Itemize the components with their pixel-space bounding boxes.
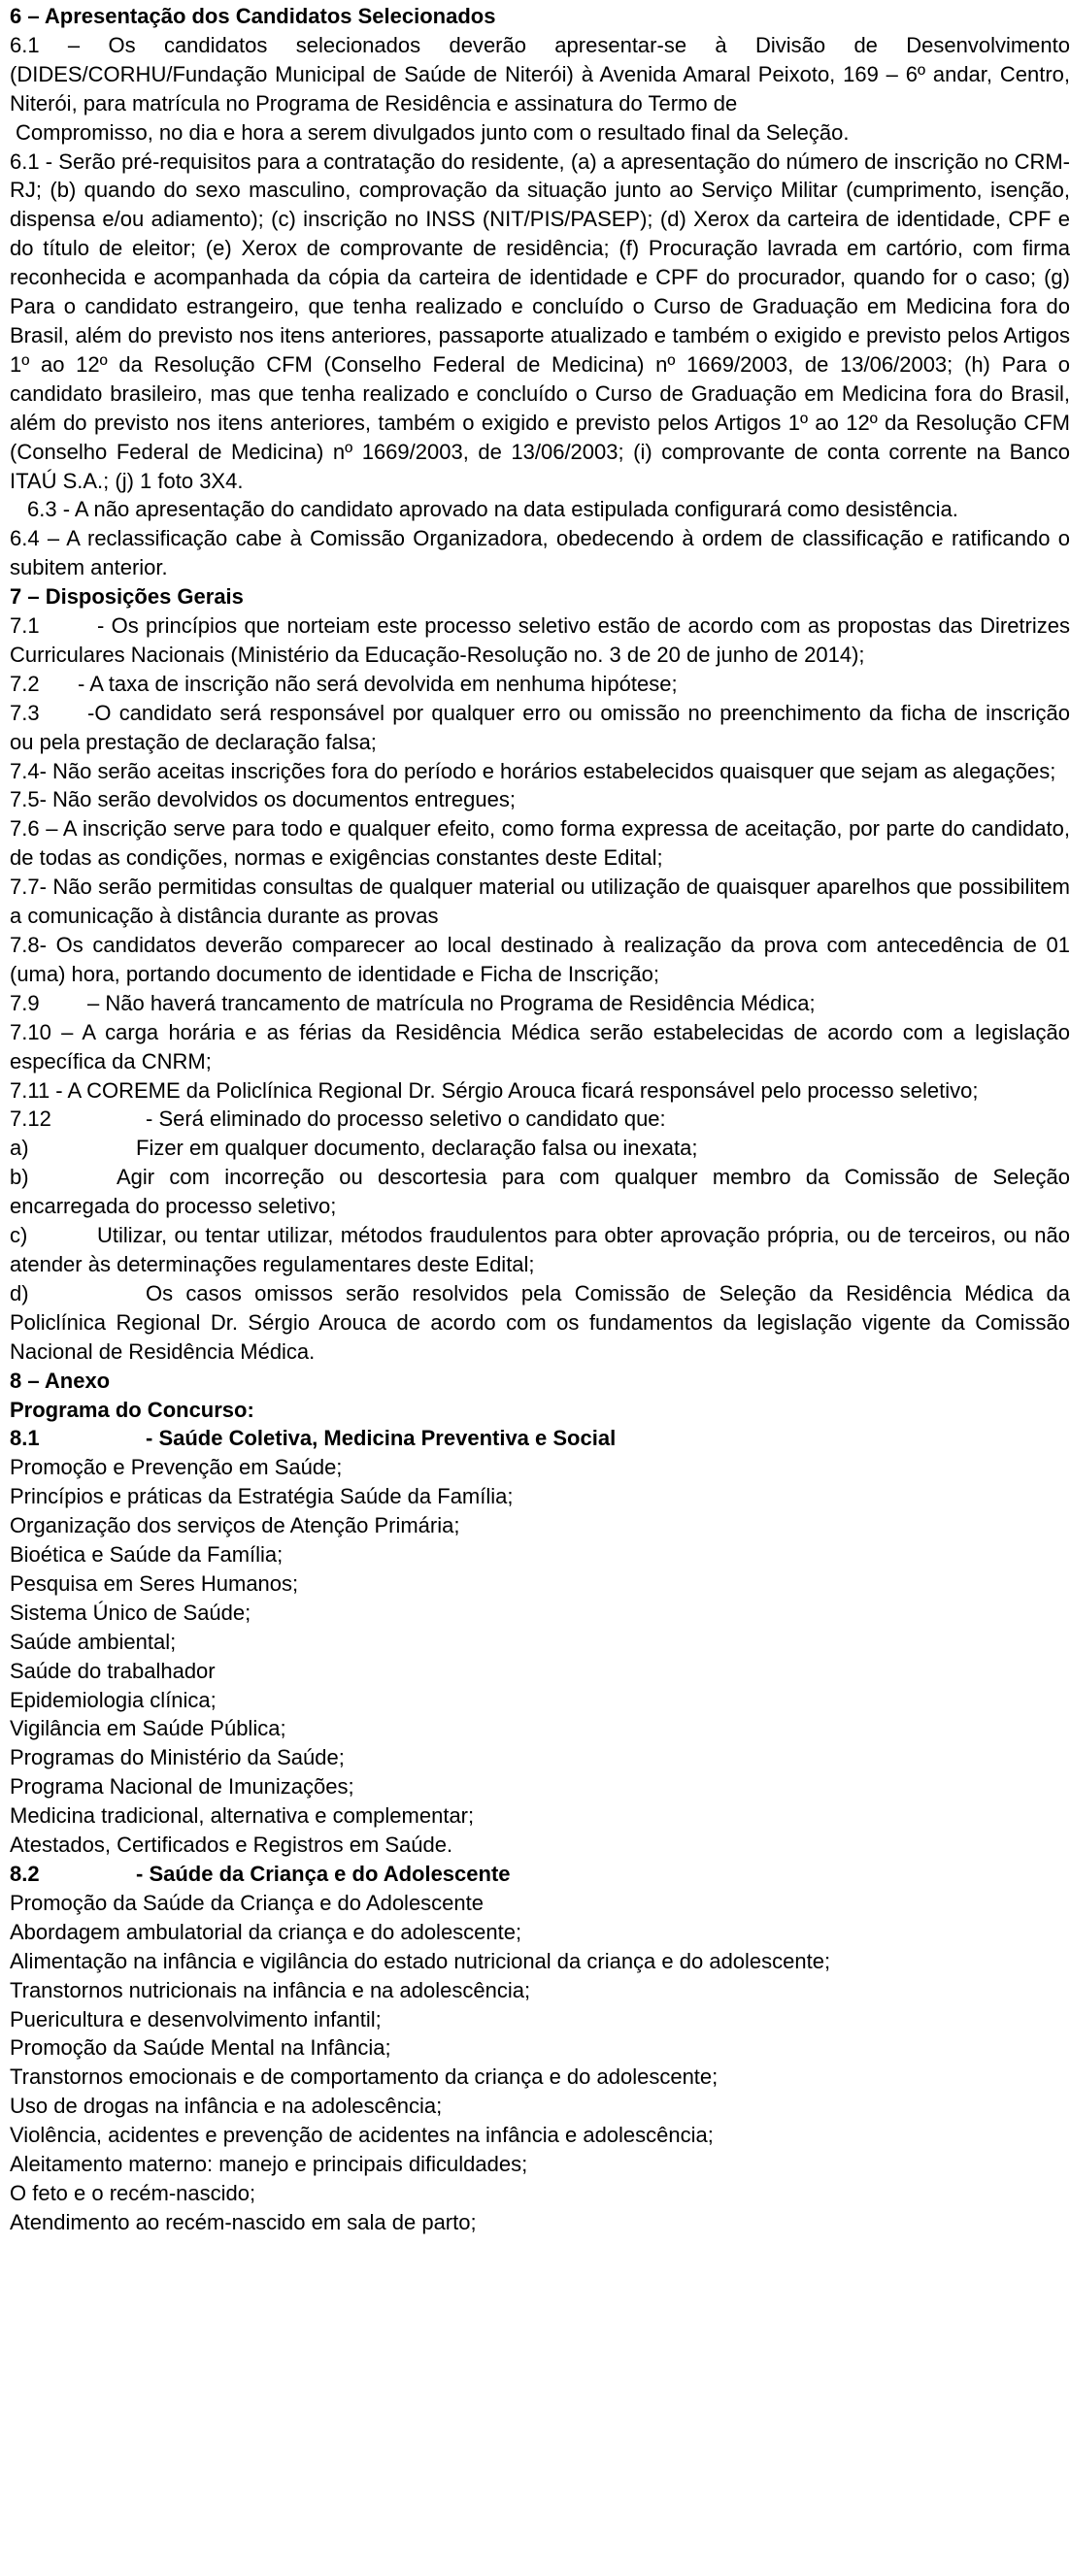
- paragraph-7-9: [10, 989, 1070, 1018]
- paragraph-7-6: 7.6 – A inscrição serve para todo e qualquer efeito, como forma expressa de aceitação, por parte do candidato, de todas as condições, normas e exigências constantes deste Edital;: [10, 816, 1070, 871]
- subsection-title: - Saúde Coletiva, Medicina Preventiva e Social: [146, 1426, 617, 1451]
- item-number: 7.3: [10, 700, 40, 725]
- paragraph-7-7: 7.7- Não serão permitidas consultas de qualquer material ou utilização de quaisquer aparelhos que possibilitem a comunicação à distância durante as provas: [10, 875, 1070, 929]
- list-item: Atestados, Certificados e Registros em Saúde.: [10, 1833, 453, 1858]
- subsection-number: 8.1: [10, 1426, 40, 1451]
- list-item: Aleitamento materno: manejo e principais dificuldades;: [10, 2152, 528, 2177]
- item-number: 7.9: [10, 990, 40, 1015]
- section-8-heading: 8 – Anexo: [10, 1368, 111, 1393]
- list-item: Alimentação na infância e vigilância do estado nutricional da criança e do adolescente;: [10, 1948, 831, 1973]
- list-item: Medicina tradicional, alternativa e complementar;: [10, 1803, 475, 1829]
- paragraph-6-3: 6.3 - A não apresentação do candidato aprovado na data estipulada configurará como desistência.: [27, 497, 958, 522]
- paragraph-7-11: 7.11 - A COREME da Policlínica Regional Dr. Sérgio Arouca ficará responsável pelo processo seletivo;: [10, 1077, 979, 1103]
- paragraph-7-2: [10, 670, 1070, 699]
- list-item: Puericultura e desenvolvimento infantil;: [10, 2006, 382, 2031]
- list-item: Promoção da Saúde Mental na Infância;: [10, 2035, 391, 2061]
- paragraph-7-3: [10, 699, 1070, 757]
- list-item: O feto e o recém-nascido;: [10, 2180, 256, 2205]
- list-item: Vigilância em Saúde Pública;: [10, 1716, 286, 1741]
- item-letter: b): [10, 1165, 29, 1190]
- section-7-heading: 7 – Disposições Gerais: [10, 584, 244, 610]
- list-item-d: [10, 1279, 1070, 1367]
- list-item: Transtornos emocionais e de comportamento da criança e do adolescente;: [10, 2064, 719, 2090]
- list-item: Abordagem ambulatorial da criança e do adolescente;: [10, 1919, 522, 1944]
- item-text: Agir com incorreção ou descortesia para com qualquer membro da Comissão de Seleção encarregada do processo seletivo;: [10, 1165, 1070, 1219]
- item-text: Os casos omissos serão resolvidos pela Comissão de Seleção da Residência Médica da Policlínica Regional Dr. Sérgio Arouca de acordo com os fundamentos da legislação vigente da Comissão Nacional de Residência Médica.: [10, 1280, 1070, 1364]
- item-text: - Será eliminado do processo seletivo o candidato que:: [146, 1106, 666, 1132]
- item-text: Fizer em qualquer documento, declaração falsa ou inexata;: [136, 1136, 698, 1161]
- list-item: Pesquisa em Seres Humanos;: [10, 1570, 299, 1596]
- list-item: Promoção da Saúde da Criança e do Adolescente: [10, 1890, 484, 1915]
- list-item: Saúde ambiental;: [10, 1629, 177, 1654]
- paragraph-7-5: 7.5- Não serão devolvidos os documentos entregues;: [10, 787, 516, 812]
- item-number: 7.12: [10, 1106, 51, 1132]
- subsection-8-2-heading: [10, 1860, 1070, 1889]
- list-item: Atendimento ao recém-nascido em sala de parto;: [10, 2209, 477, 2234]
- list-item: Saúde do trabalhador: [10, 1658, 216, 1683]
- paragraph-7-10: 7.10 – A carga horária e as férias da Residência Médica serão estabelecidas de acordo com a legislação específica da CNRM;: [10, 1019, 1070, 1073]
- paragraph-6-4: 6.4 – A reclassificação cabe à Comissão Organizadora, obedecendo à ordem de classificação e ratificando o subitem anterior.: [10, 526, 1070, 580]
- list-item: Princípios e práticas da Estratégia Saúde da Família;: [10, 1484, 514, 1509]
- list-item: Programas do Ministério da Saúde;: [10, 1745, 345, 1770]
- subsection-8-1-list: [10, 1453, 1070, 1860]
- list-item: Uso de drogas na infância e na adolescência;: [10, 2094, 443, 2119]
- item-text: Utilizar, ou tentar utilizar, métodos fraudulentos para obter aprovação própria, ou de terceiros, ou não atender às determinações regulamentares deste Edital;: [10, 1223, 1070, 1276]
- item-letter: a): [10, 1136, 29, 1161]
- item-number: 7.2: [10, 671, 40, 696]
- subsection-8-1-heading: [10, 1424, 1070, 1453]
- list-item: Bioética e Saúde da Família;: [10, 1542, 284, 1568]
- list-item-b: [10, 1163, 1070, 1221]
- item-letter: c): [10, 1223, 28, 1248]
- program-heading: Programa do Concurso:: [10, 1397, 254, 1422]
- list-item: Sistema Único de Saúde;: [10, 1600, 251, 1625]
- section-6-heading: 6 – Apresentação dos Candidatos Selecionados: [10, 4, 496, 28]
- paragraph-7-1: [10, 611, 1070, 670]
- item-text: - A taxa de inscrição não será devolvida em nenhuma hipótese;: [78, 671, 678, 696]
- document-body: [10, 2, 1070, 2237]
- list-item: Programa Nacional de Imunizações;: [10, 1774, 354, 1800]
- item-text: - Os princípios que norteiam este processo seletivo estão de acordo com as propostas das Diretrizes Curriculares Nacionais (Ministério da Educação-Resolução no. 3 de 20 de junho de 2014);: [10, 613, 1070, 667]
- list-item-c: [10, 1221, 1070, 1279]
- subsection-title: - Saúde da Criança e do Adolescente: [136, 1862, 511, 1886]
- paragraph-6-1-requisites: 6.1 - Serão pré-requisitos para a contratação do residente, (a) a apresentação do número de inscrição no CRM-RJ; (b) quando do sexo masculino, comprovação da situação junto ao Serviço Militar (cumprimento, isenção, dispensa e/ou adiamento); (c) inscrição no INSS (NIT/PIS/PASEP); (d) Xerox da carteira de identidade, CPF e do título de eleitor; (e) Xerox de comprovante de residência; (f) Procuração lavrada em cartório, com firma reconhecida e acompanhada da cópia da carteira de identidade e CPF do procurador, quando for o caso; (g) Para o candidato estrangeiro, que tenha realizado e concluído o Curso de Graduação em Medicina fora do Brasil, além do previsto nos itens anteriores, passaporte atualizado e também o exigido e previsto pelos Artigos 1º ao 12º da Resolução CFM (Conselho Federal de Medicina) nº 1669/2003, de 13/06/2003; (h) Para o candidato brasileiro, mas que tenha realizado e concluído o Curso de Graduação em Medicina fora do Brasil, além do previsto nos itens anteriores, também o exigido e previsto pelos Artigos 1º ao 12º da Resolução CFM (Conselho Federal de Medicina) nº 1669/2003, de 13/06/2003; (i) comprovante de conta corrente na Banco ITAÚ S.A.; (j) 1 foto 3X4.: [10, 149, 1070, 493]
- list-item: Organização dos serviços de Atenção Primária;: [10, 1513, 460, 1538]
- list-item: Violência, acidentes e prevenção de acidentes na infância e adolescência;: [10, 2123, 714, 2148]
- paragraph-7-12: [10, 1105, 1070, 1134]
- list-item-a: [10, 1134, 1070, 1163]
- item-text: – Não haverá trancamento de matrícula no Programa de Residência Médica;: [87, 990, 816, 1015]
- list-item: Transtornos nutricionais na infância e na adolescência;: [10, 1977, 531, 2002]
- paragraph-6-1-cont: Compromisso, no dia e hora a serem divulgados junto com o resultado final da Seleção.: [16, 119, 850, 145]
- item-letter: d): [10, 1280, 29, 1305]
- paragraph-7-8: 7.8- Os candidatos deverão comparecer ao local destinado à realização da prova com antecedência de 01 (uma) hora, portando documento de identidade e Ficha de Inscrição;: [10, 933, 1070, 986]
- subsection-8-2-list: [10, 1889, 1070, 2237]
- list-item: Promoção e Prevenção em Saúde;: [10, 1455, 343, 1480]
- list-item: Epidemiologia clínica;: [10, 1687, 217, 1712]
- subsection-number: 8.2: [10, 1862, 40, 1886]
- paragraph-7-4: 7.4- Não serão aceitas inscrições fora do período e horários estabelecidos quaisquer que sejam as alegações;: [10, 758, 1056, 783]
- item-text: -O candidato será responsável por qualquer erro ou omissão no preenchimento da ficha de inscrição ou pela prestação de declaração falsa;: [10, 700, 1070, 754]
- paragraph-6-1: 6.1 – Os candidatos selecionados deverão apresentar-se à Divisão de Desenvolvimento (DIDES/CORHU/Fundação Municipal de Saúde de Niterói) à Avenida Amaral Peixoto, 169 – 6º andar, Centro, Niterói, para matrícula no Programa de Residência e assinatura do Termo de: [10, 32, 1070, 116]
- item-number: 7.1: [10, 613, 40, 639]
